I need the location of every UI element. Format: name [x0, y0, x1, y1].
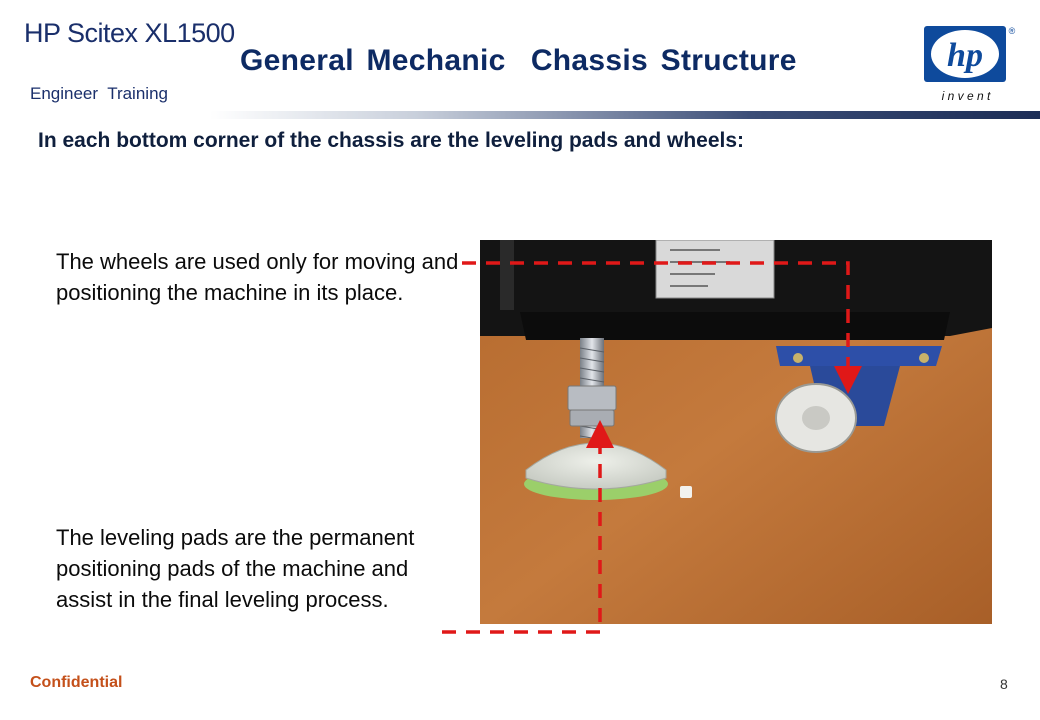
hp-logo-trademark: ®: [1008, 26, 1016, 36]
lock-nut-upper: [568, 386, 616, 410]
intro-text: In each bottom corner of the chassis are the leveling pads and wheels:: [38, 129, 745, 152]
label-plate: [656, 240, 774, 298]
frame-bar: [520, 312, 950, 340]
wheel-hub: [802, 406, 830, 430]
hp-logo: [920, 22, 1020, 106]
machine-foot-photo: [480, 240, 992, 624]
lock-nut-lower: [570, 410, 614, 426]
page-number: 8: [1000, 676, 1008, 692]
floor-plug: [680, 486, 692, 498]
leveling-pads-description: The leveling pads are the permanent positioning pads of the machine and assist in the final leveling process.: [56, 525, 415, 612]
confidential-label: Confidential: [30, 674, 123, 691]
hp-logo-tagline: i n v e n t: [941, 89, 991, 103]
engineer-training-label: Engineer Training: [30, 84, 168, 103]
photo-illustration: [480, 240, 992, 624]
wheels-description: The wheels are used only for moving and positioning the machine in its place.: [56, 249, 459, 305]
caster-bolt-1: [793, 353, 803, 363]
hp-logo-graphic: [920, 22, 1020, 106]
body-edge: [500, 240, 514, 310]
product-name: HP Scitex XL1500: [24, 18, 235, 48]
hp-logo-brand: hp: [947, 37, 983, 74]
slide-title: General Mechanic Chassis Structure: [240, 44, 797, 77]
header-divider: [210, 111, 1040, 119]
caster-bolt-2: [919, 353, 929, 363]
